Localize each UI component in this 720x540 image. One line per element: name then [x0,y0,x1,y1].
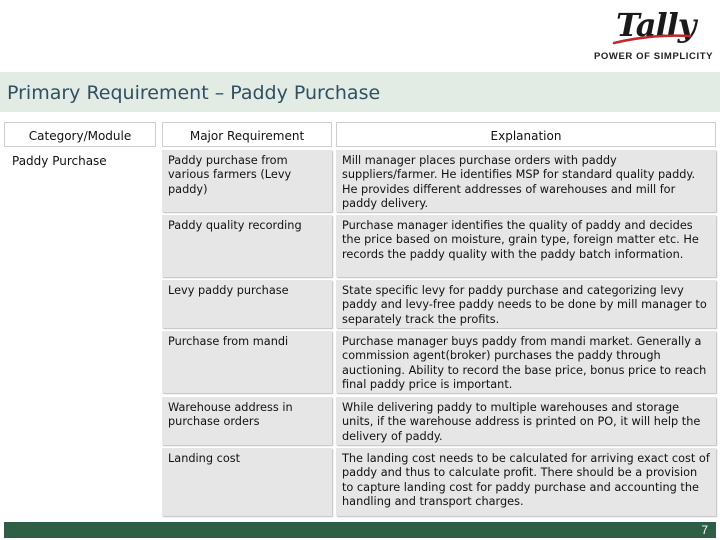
tally-logo [590,6,712,66]
footer-bar [4,522,716,538]
logo-wordmark: Tally [616,6,696,44]
row-5-requirement: Warehouse address in purchase orders [162,397,332,445]
row-6-requirement: Landing cost [162,448,332,516]
row-6-explanation: The landing cost needs to be calculated for arriving exact cost of paddy and thus to calculate profit. There should be a provision to capture landing cost for paddy purchase and accounting the handling and transport charges. [336,448,716,516]
header-category: Category/Module [4,122,156,147]
logo-swoosh-icon [612,32,692,46]
row-1-explanation: Mill manager places purchase orders with paddy suppliers/farmer. He identifies MSP for standard quality paddy. He provides different addresses of warehouses and mill for paddy delivery. [336,150,716,212]
row-2-explanation: Purchase manager identifies the quality of paddy and decides the price based on moisture, grain type, foreign matter etc. He records the paddy quality with the paddy batch information. [336,215,716,277]
page-number: 7 [701,523,708,537]
row-3-requirement: Levy paddy purchase [162,280,332,328]
row-3-explanation: State specific levy for paddy purchase and categorizing levy paddy and levy-free paddy needs to be done by mill manager to separately track the profits. [336,280,716,328]
row-5-explanation: While delivering paddy to multiple warehouses and storage units, if the warehouse address is printed on PO, it will help the delivery of paddy. [336,397,716,445]
row-2-requirement: Paddy quality recording [162,215,332,277]
category-cell: Paddy Purchase [6,150,156,170]
header-major-requirement: Major Requirement [162,122,332,147]
logo-tagline: POWER OF SIMPLICITY [594,51,714,62]
title-band [0,72,720,112]
row-4-requirement: Purchase from mandi [162,331,332,393]
row-4-explanation: Purchase manager buys paddy from mandi market. Generally a commission agent(broker) purchases the paddy through auctioning. Ability to record the base price, bonus price to reach final paddy price is important. [336,331,716,393]
row-1-requirement: Paddy purchase from various farmers (Levy paddy) [162,150,332,212]
header-explanation: Explanation [336,122,716,147]
page-title: Primary Requirement – Paddy Purchase [7,82,381,104]
